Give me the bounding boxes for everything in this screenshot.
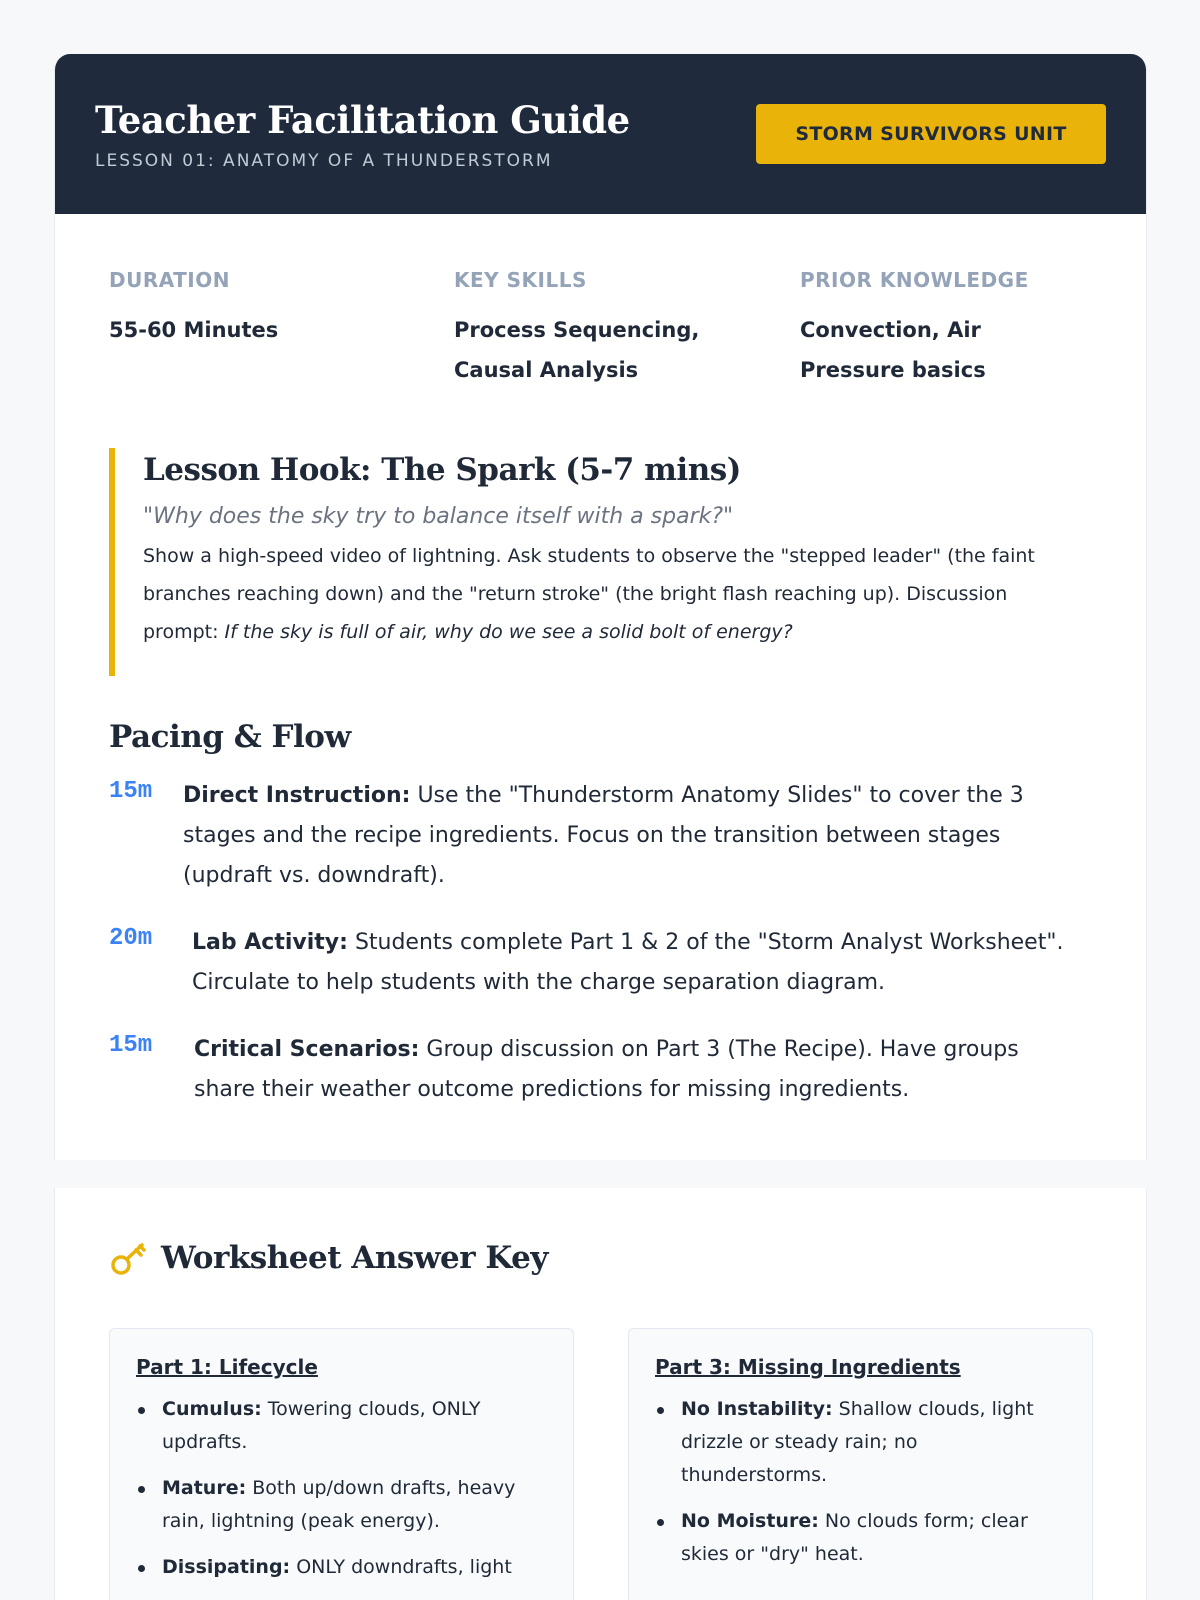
answer-text: Towering clouds, ONLY updrafts.	[162, 1398, 481, 1453]
hook-body	[143, 537, 1069, 651]
answer-key-title: Worksheet Answer Key	[161, 1240, 548, 1276]
pacing-text	[183, 776, 1083, 896]
answer-part-title: Part 1: Lifecycle	[136, 1355, 318, 1379]
pacing-description: Students complete Part 1 & 2 of the "Storm Analyst Worksheet". Circulate to help students with the charge separation diagram.	[192, 930, 1064, 995]
answer-term: Dissipating:	[162, 1556, 291, 1578]
answer-term: No Moisture:	[681, 1510, 819, 1532]
hook-quote: "Why does the sky try to balance itself with a spark?"	[143, 504, 734, 529]
pacing-label: Lab Activity:	[192, 930, 348, 955]
answer-part-title: Part 3: Missing Ingredients	[655, 1355, 961, 1379]
answer-key-card	[54, 1188, 1147, 1600]
pacing-label: Direct Instruction:	[183, 783, 411, 808]
answer-text: Shallow clouds, light drizzle or steady rain; no thunderstorms.	[681, 1398, 1034, 1486]
list-item	[655, 1393, 1066, 1492]
list-item	[136, 1472, 547, 1538]
pacing-description: Group discussion on Part 3 (The Recipe). Have groups share their weather outcome predictions for missing ingredients.	[194, 1037, 1019, 1102]
facilitation-guide-card	[54, 54, 1147, 1160]
answer-term: Mature:	[162, 1477, 247, 1499]
answer-text: ONLY downdrafts, light	[296, 1556, 512, 1578]
page-title: Teacher Facilitation Guide	[95, 98, 630, 142]
hook-title: Lesson Hook: The Spark (5-7 mins)	[143, 452, 741, 488]
lesson-subtitle: LESSON 01: ANATOMY OF A THUNDERSTORM	[95, 151, 553, 171]
meta-label-key-skills: KEY SKILLS	[454, 268, 587, 292]
meta-value-key-skills: Process Sequencing, Causal Analysis	[454, 318, 700, 382]
key-icon	[109, 1238, 149, 1278]
answer-text: Both up/down drafts, heavy rain, lightning (peak energy).	[162, 1477, 516, 1532]
lesson-hook	[109, 448, 1069, 676]
answer-term: No Instability:	[681, 1398, 833, 1420]
pacing-time: 20m	[109, 925, 153, 952]
pacing-text	[192, 923, 1092, 1003]
hook-body-text: Show a high-speed video of lightning. Ask students to observe the "stepped leader" (the faint branches reaching down) and the "return stroke" (the bright flash reaching up). Discussion prompt:	[143, 545, 1035, 643]
meta-value-duration: 55-60 Minutes	[109, 318, 279, 342]
pacing-text	[194, 1030, 1074, 1110]
answer-list	[655, 1393, 1066, 1571]
pacing-label: Critical Scenarios:	[194, 1037, 420, 1062]
unit-badge: STORM SURVIVORS UNIT	[756, 104, 1106, 164]
answer-term: Cumulus:	[162, 1398, 262, 1420]
meta-label-prior-knowledge: PRIOR KNOWLEDGE	[800, 268, 1029, 292]
answer-list	[136, 1393, 547, 1584]
answer-box-part1	[109, 1328, 574, 1600]
guide-header	[55, 54, 1146, 214]
answer-box-part3	[628, 1328, 1093, 1600]
answer-key-heading	[109, 1238, 548, 1278]
pacing-time: 15m	[109, 778, 153, 805]
list-item	[136, 1551, 547, 1584]
answer-text: No clouds form; clear skies or "dry" heat.	[681, 1510, 1028, 1565]
pacing-description: Use the "Thunderstorm Anatomy Slides" to cover the 3 stages and the recipe ingredients. Focus on the transition between stages (updraft vs. downdraft).	[183, 783, 1024, 888]
hook-discussion-prompt: If the sky is full of air, why do we see a solid bolt of energy?	[224, 621, 793, 643]
list-item	[136, 1393, 547, 1459]
list-item	[655, 1505, 1066, 1571]
pacing-time: 15m	[109, 1032, 153, 1059]
meta-label-duration: DURATION	[109, 268, 230, 292]
pacing-title: Pacing & Flow	[109, 719, 351, 755]
meta-value-prior-knowledge: Convection, Air Pressure basics	[800, 318, 986, 382]
